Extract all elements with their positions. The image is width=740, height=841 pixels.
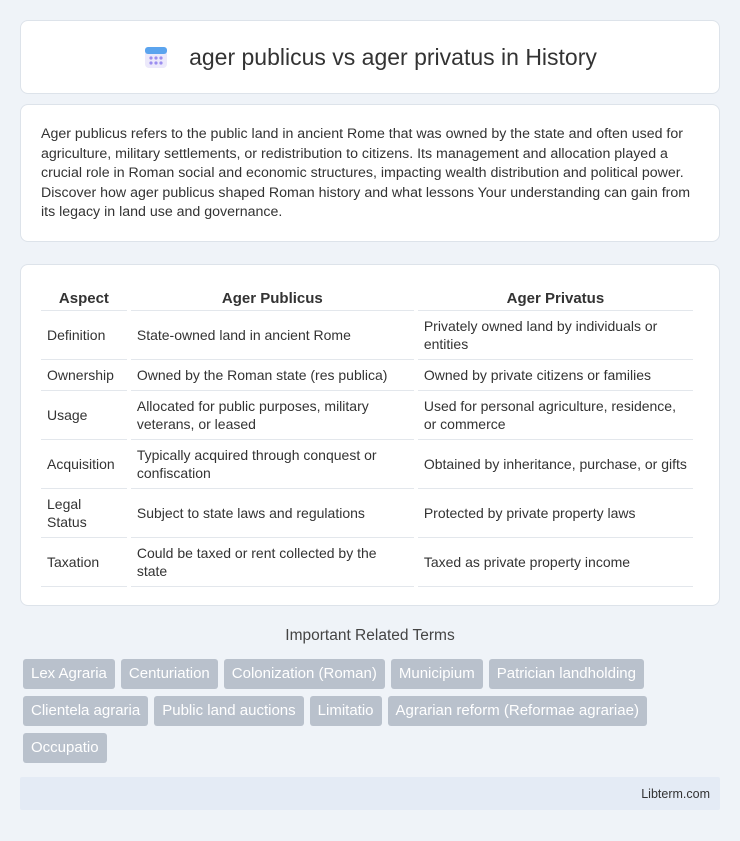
tag-limitatio[interactable]: Limitatio (310, 696, 382, 726)
tag-centuriation[interactable]: Centuriation (121, 659, 218, 689)
comparison-card (20, 264, 720, 606)
row-privatus: Protected by private property laws (418, 489, 693, 538)
table-row (41, 538, 693, 587)
related-terms-title: Important Related Terms (285, 627, 455, 644)
footer-link[interactable]: Libterm.com (641, 786, 710, 801)
comparison-table (37, 285, 697, 587)
tag-lex-agraria[interactable]: Lex Agraria (23, 659, 115, 689)
footer (20, 777, 720, 810)
table-row (41, 360, 693, 391)
row-publicus: Allocated for public purposes, military veterans, or leased (131, 391, 414, 440)
row-aspect: Ownership (41, 360, 127, 391)
table-row (41, 489, 693, 538)
header (143, 44, 597, 71)
tag-occupatio[interactable]: Occupatio (23, 733, 107, 763)
row-privatus: Used for personal agriculture, residence, or commerce (418, 391, 693, 440)
tag-agrarian-reform[interactable]: Agrarian reform (Reformae agrariae) (388, 696, 647, 726)
row-privatus: Taxed as private property income (418, 538, 693, 587)
row-aspect: Acquisition (41, 440, 127, 489)
row-aspect: Legal Status (41, 489, 127, 538)
table-row (41, 440, 693, 489)
header-card (20, 20, 720, 94)
tag-patrician-landholding[interactable]: Patrician landholding (489, 659, 644, 689)
calendar-icon (143, 44, 169, 70)
row-aspect: Usage (41, 391, 127, 440)
table-header-row (41, 285, 693, 311)
row-publicus: Could be taxed or rent collected by the state (131, 538, 414, 587)
row-privatus: Obtained by inheritance, purchase, or gifts (418, 440, 693, 489)
row-privatus: Owned by private citizens or families (418, 360, 693, 391)
intro-card (20, 104, 720, 242)
row-privatus: Privately owned land by individuals or entities (418, 311, 693, 360)
related-terms-tags (23, 659, 703, 770)
row-publicus: State-owned land in ancient Rome (131, 311, 414, 360)
row-aspect: Definition (41, 311, 127, 360)
table-row (41, 391, 693, 440)
tag-public-land-auctions[interactable]: Public land auctions (154, 696, 303, 726)
table-row (41, 311, 693, 360)
row-publicus: Typically acquired through conquest or confiscation (131, 440, 414, 489)
header-aspect: Aspect (41, 285, 127, 311)
header-ager-publicus: Ager Publicus (131, 285, 414, 311)
intro-text: Ager publicus refers to the public land in ancient Rome that was owned by the state and often used for agriculture, military settlements, or redistribution to citizens. Its management and allocation played a crucial role in Roman social and economic structures, impacting wealth distribution and political power. Discover how ager publicus shaped Roman history and what lessons Your understanding can gain from its legacy in land use and governance. (41, 126, 691, 221)
row-publicus: Owned by the Roman state (res publica) (131, 360, 414, 391)
tag-colonization[interactable]: Colonization (Roman) (224, 659, 385, 689)
page-title: ager publicus vs ager privatus in History (189, 43, 597, 70)
tag-municipium[interactable]: Municipium (391, 659, 483, 689)
tag-clientela-agraria[interactable]: Clientela agraria (23, 696, 148, 726)
row-publicus: Subject to state laws and regulations (131, 489, 414, 538)
header-ager-privatus: Ager Privatus (418, 285, 693, 311)
row-aspect: Taxation (41, 538, 127, 587)
